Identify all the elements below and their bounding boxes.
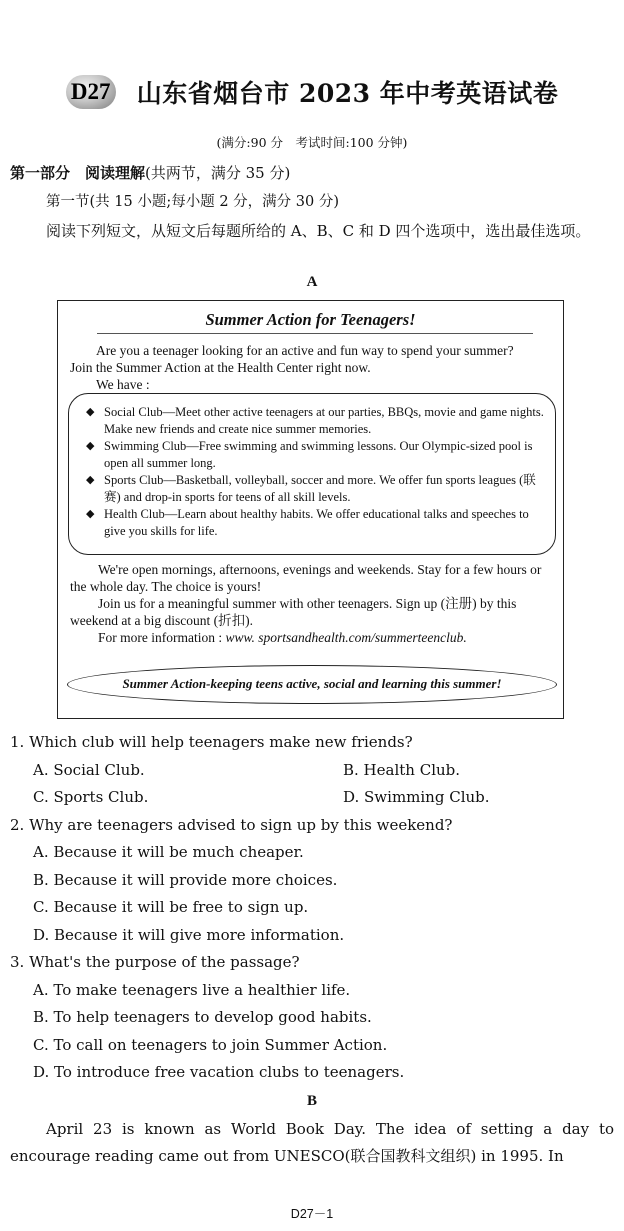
diamond-bullet-icon: ◆ [86,406,95,418]
q3-option-c: C. To call on teenagers to join Summer Action. [33,1036,388,1054]
clubs-list [86,404,548,540]
question-1: 1. Which club will help teenagers make new friends? [10,733,413,751]
ad-details [70,561,558,646]
ad-info-url: www. sportsandhealth.com/summerteenclub. [225,630,467,645]
club-item-sports: ◆ Sports Club—Basketball, volleyball, soccer and more. We offer fun sports leagues (联赛) and drop-in sports for teens of all skill levels. [86,473,536,504]
q3-option-a: A. To make teenagers live a healthier life. [33,981,351,999]
ad-open-line: We're open mornings, afternoons, evenings and weekends. Stay for a few hours or the whole day. The choice is yours! [70,562,542,594]
ad-slogan: Summer Action-keeping teens active, social and learning this summer! [122,676,502,691]
ad-title-underline [97,333,533,334]
question-3: 3. What's the purpose of the passage? [10,953,300,971]
q2-option-a: A. Because it will be much cheaper. [33,843,304,861]
ad-intro-line1: Are you a teenager looking for an active and fun way to spend your summer? [96,343,514,358]
ad-info [70,629,558,646]
q2-option-b: B. Because it will provide more choices. [33,871,338,889]
ad-join-line: Join us for a meaningful summer with other teenagers. Sign up (注册) by this weekend at a big discount (折扣). [70,596,517,628]
q2-option-d: D. Because it will give more information. [33,926,345,944]
ad-info-label: For more information : [98,630,223,645]
ad-we-have: We have : [96,377,150,392]
part1-heading [10,162,290,183]
q1-option-a: A. Social Club. [33,761,145,779]
passage-b-label: B [306,1093,317,1109]
exam-header [0,74,624,118]
passage-b-text: April 23 is known as World Book Day. The idea of setting a day to encourage reading came out from UNESCO(联合国教科文组织) in 1995. In [10,1120,614,1165]
ad-intro-line2: Join the Summer Action at the Health Center right now. [70,360,371,375]
q2-option-c: C. Because it will be free to sign up. [33,898,309,916]
club-item-swimming: ◆ Swimming Club—Free swimming and swimming lessons. Our Olympic-sized pool is open all summer long. [86,439,533,470]
ad-title: Summer Action for Teenagers! [205,310,416,329]
exam-title: 山东省烟台市 2023 年中考英语试卷 [136,79,559,108]
question-2: 2. Why are teenagers advised to sign up by this weekend? [10,816,453,834]
q3-option-b: B. To help teenagers to develop good habits. [33,1008,372,1026]
paper-code-badge: D27 [66,75,116,109]
q1-option-b: B. Health Club. [343,761,461,779]
passage-a-label: A [306,274,318,290]
diamond-bullet-icon: ◆ [86,440,95,452]
q1-option-d: D. Swimming Club. [343,788,490,806]
club-item-social: ◆ Social Club—Meet other active teenagers at our parties, BBQs, movie and game nights. Make new friends and create nice summer memories. [86,405,544,436]
exam-subtitle: (满分:90 分 考试时间:100 分钟) [216,135,408,150]
club-item-health: ◆ Health Club—Learn about healthy habits. We offer educational talks and speeches to give you skills for life. [86,507,529,538]
instructions: 阅读下列短文，从短文后每题所给的 A、B、C 和 D 四个选项中，选出最佳选项。 [46,222,591,240]
q1-option-c: C. Sports Club. [33,788,149,806]
part1-title: 第一部分 阅读理解 [10,164,146,182]
diamond-bullet-icon: ◆ [86,474,95,486]
q3-option-d: D. To introduce free vacation clubs to teenagers. [33,1063,405,1081]
section1-heading: 第一节(共 15 小题;每小题 2 分，满分 30 分) [46,194,339,210]
diamond-bullet-icon: ◆ [86,508,95,520]
ad-intro [70,342,566,393]
part1-note: (共两节，满分 35 分) [145,164,291,182]
page-number: D27－1 [290,1207,334,1221]
